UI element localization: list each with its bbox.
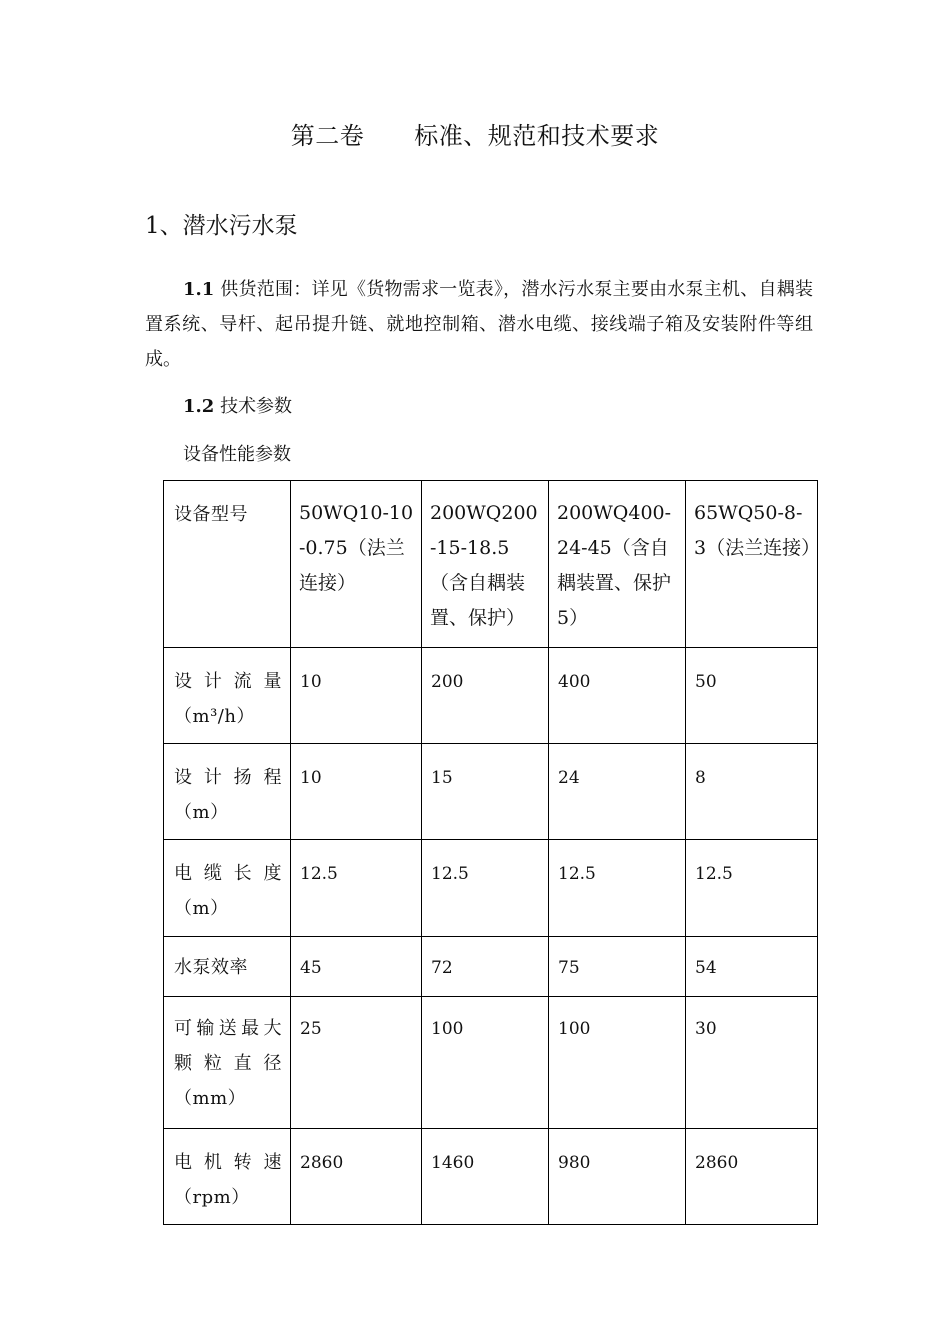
row-label-cell: 水泵效率 bbox=[164, 937, 291, 997]
value-cell: 10 bbox=[291, 648, 422, 744]
header-cell-model: 65WQ50-8-3（法兰连接） bbox=[686, 481, 818, 648]
table-row bbox=[164, 744, 818, 840]
value-cell: 45 bbox=[291, 937, 422, 997]
tech-params-heading bbox=[183, 392, 292, 418]
value-cell: 12.5 bbox=[549, 840, 686, 937]
supply-scope-text: 供货范围：详见《货物需求一览表》，潜水污水泵主要由水泵主机、自耦装置系统、导杆、起吊提升链、就地控制箱、潜水电缆、接线端子箱及安装附件等组成。 bbox=[145, 279, 813, 370]
section-title: 1、潜水污水泵 bbox=[145, 213, 298, 239]
value-cell: 980 bbox=[549, 1129, 686, 1225]
header-cell-model-label: 设备型号 bbox=[164, 481, 291, 648]
row-label-cell: 设计扬程 （m） bbox=[164, 744, 291, 840]
table-row bbox=[164, 1129, 818, 1225]
tech-params-text: 技术参数 bbox=[220, 396, 293, 417]
volume-title bbox=[0, 116, 950, 151]
value-cell: 12.5 bbox=[291, 840, 422, 937]
table-header-row bbox=[164, 481, 818, 648]
table-row bbox=[164, 937, 818, 997]
value-cell: 50 bbox=[686, 648, 818, 744]
value-cell: 24 bbox=[549, 744, 686, 840]
value-cell: 2860 bbox=[686, 1129, 818, 1225]
pump-spec-table bbox=[163, 480, 821, 1225]
value-cell: 8 bbox=[686, 744, 818, 840]
value-cell: 10 bbox=[291, 744, 422, 840]
value-cell: 400 bbox=[549, 648, 686, 744]
table-row bbox=[164, 648, 818, 744]
value-cell: 25 bbox=[291, 997, 422, 1129]
value-cell: 12.5 bbox=[422, 840, 549, 937]
value-cell: 1460 bbox=[422, 1129, 549, 1225]
table-row bbox=[164, 997, 818, 1129]
value-cell: 75 bbox=[549, 937, 686, 997]
value-cell: 15 bbox=[422, 744, 549, 840]
value-cell: 30 bbox=[686, 997, 818, 1129]
value-cell: 2860 bbox=[291, 1129, 422, 1225]
volume-label: 第二卷 bbox=[290, 122, 365, 150]
value-cell: 72 bbox=[422, 937, 549, 997]
value-cell: 12.5 bbox=[686, 840, 818, 937]
value-cell: 100 bbox=[422, 997, 549, 1129]
row-label-cell: 可输送最大颗粒直径 （mm） bbox=[164, 997, 291, 1129]
header-cell-model: 200WQ200-15-18.5（含自耦装置、保护） bbox=[422, 481, 549, 648]
performance-params-heading: 设备性能参数 bbox=[183, 444, 291, 465]
header-cell-model: 200WQ400-24-45（含自耦装置、保护 5） bbox=[549, 481, 686, 648]
row-label-cell: 电缆长度 （m） bbox=[164, 840, 291, 937]
header-cell-model: 50WQ10-10-0.75（法兰连接） bbox=[291, 481, 422, 648]
value-cell: 54 bbox=[686, 937, 818, 997]
value-cell: 200 bbox=[422, 648, 549, 744]
supply-scope-paragraph bbox=[145, 272, 813, 377]
supply-scope-number: 1.1 bbox=[183, 279, 215, 300]
row-label-cell: 电机转速 （rpm） bbox=[164, 1129, 291, 1225]
row-label-cell: 设计流量 （m³/h） bbox=[164, 648, 291, 744]
value-cell: 100 bbox=[549, 997, 686, 1129]
volume-heading: 标准、规范和技术要求 bbox=[414, 122, 660, 150]
tech-params-number: 1.2 bbox=[183, 396, 215, 417]
table-row bbox=[164, 840, 818, 937]
